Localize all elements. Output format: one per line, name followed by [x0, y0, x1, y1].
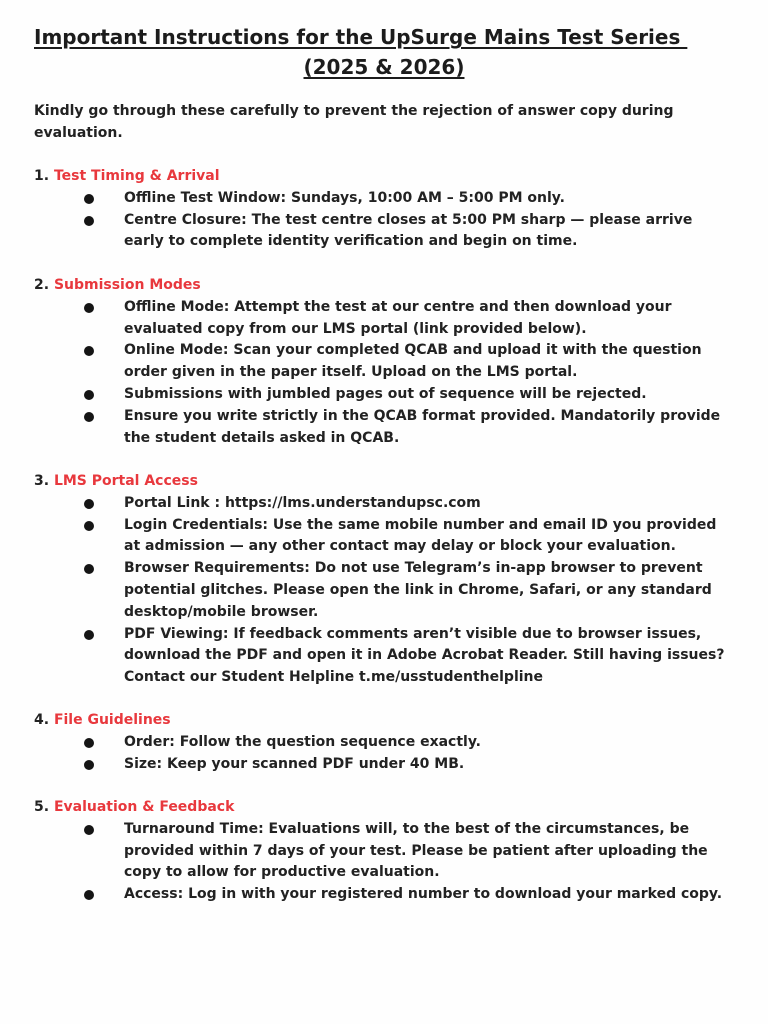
section-submission-modes [34, 275, 744, 449]
list-item [34, 340, 734, 384]
title-line-2: (2025 & 2026) [303, 55, 465, 79]
bullet-icon [84, 499, 94, 509]
list-item-text: Offline Test Window: Sundays, 10:00 AM – 5:00 PM only. [124, 189, 565, 206]
bullet-icon [84, 738, 94, 748]
section-number: 4. [34, 712, 50, 728]
list-item-text: Browser Requirements: Do not use Telegram’s in-app browser to prevent potential glitches. Please open the link in Chrome, Safari, or any standard desktop/mobile browser. [124, 560, 712, 620]
bullet-icon [84, 630, 94, 640]
list-item-text: Centre Closure: The test centre closes at 5:00 PM sharp — please arrive early to complete identity verification and begin on time. [124, 211, 693, 250]
section-heading [34, 710, 744, 732]
bullet-icon [84, 194, 94, 204]
list-item-text: Turnaround Time: Evaluations will, to the best of the circumstances, be provided within 7 days of your test. Please be patient after uploading the copy to allow for productive evaluation. [124, 820, 708, 881]
bullet-icon [84, 890, 94, 900]
section-heading [34, 275, 744, 297]
section-heading [34, 166, 744, 188]
bullet-list [34, 493, 744, 689]
bullet-icon [84, 760, 94, 770]
section-number: 1. [34, 168, 50, 184]
bullet-icon [84, 390, 94, 400]
list-item [34, 754, 734, 776]
section-title: Test Timing & Arrival [53, 168, 220, 184]
bullet-icon [84, 216, 94, 226]
section-number: 5. [34, 799, 50, 815]
list-item [34, 493, 734, 515]
bullet-list [34, 819, 744, 906]
list-item [34, 384, 734, 406]
bullet-icon [84, 521, 94, 531]
section-number: 3. [34, 473, 50, 489]
intro-paragraph: Kindly go through these carefully to prevent the rejection of answer copy during evaluation. [34, 103, 674, 141]
list-item-text: Login Credentials: Use the same mobile number and email ID you provided at admission — any other contact may delay or block your evaluation. [124, 516, 717, 555]
list-item [34, 624, 734, 689]
list-item-text: Access: Log in with your registered number to download your marked copy. [124, 886, 723, 903]
bullet-list [34, 732, 744, 776]
list-item-text: Submissions with jumbled pages out of sequence will be rejected. [124, 385, 647, 402]
bullet-icon [84, 825, 94, 835]
list-item-text: PDF Viewing: If feedback comments aren’t visible due to browser issues, download the PDF and open it in Adobe Acrobat Reader. Still having issues? Contact our Student Helpline t.me/usstudenthelpline [124, 625, 725, 686]
section-title: Evaluation & Feedback [53, 799, 235, 815]
section-test-timing [34, 166, 744, 253]
section-title: LMS Portal Access [53, 473, 198, 489]
list-item [34, 406, 734, 450]
bullet-list [34, 188, 744, 253]
list-item [34, 210, 734, 254]
list-item-text: Size: Keep your scanned PDF under 40 MB. [124, 755, 465, 772]
section-number: 2. [34, 277, 50, 293]
list-item-text: Online Mode: Scan your completed QCAB and upload it with the question order given in the paper itself. Upload on the LMS portal. [124, 342, 702, 381]
portal-link[interactable]: Portal Link : https://lms.understandupsc.com [124, 494, 481, 511]
bullet-icon [84, 346, 94, 356]
list-item [34, 732, 734, 754]
list-item [34, 515, 734, 559]
list-item [34, 884, 734, 906]
list-item [34, 297, 734, 341]
section-evaluation-feedback [34, 797, 744, 906]
document-title [34, 22, 734, 82]
list-item [34, 558, 734, 623]
list-item [34, 819, 734, 884]
list-item-text: Ensure you write strictly in the QCAB format provided. Mandatorily provide the student details asked in QCAB. [124, 407, 721, 446]
section-title: Submission Modes [53, 277, 201, 293]
bullet-icon [84, 303, 94, 313]
section-file-guidelines [34, 710, 744, 775]
section-lms-portal-access [34, 471, 744, 689]
section-heading [34, 471, 744, 493]
bullet-icon [84, 564, 94, 574]
list-item [34, 188, 734, 210]
bullet-icon [84, 412, 94, 422]
bullet-list [34, 297, 744, 450]
list-item-text: Order: Follow the question sequence exactly. [124, 733, 481, 750]
list-item-text: Offline Mode: Attempt the test at our centre and then download your evaluated copy from our LMS portal (link provided below). [124, 298, 672, 337]
section-title: File Guidelines [53, 712, 171, 728]
section-heading [34, 797, 744, 819]
title-line-1: Important Instructions for the UpSurge Mains Test Series [34, 25, 688, 49]
